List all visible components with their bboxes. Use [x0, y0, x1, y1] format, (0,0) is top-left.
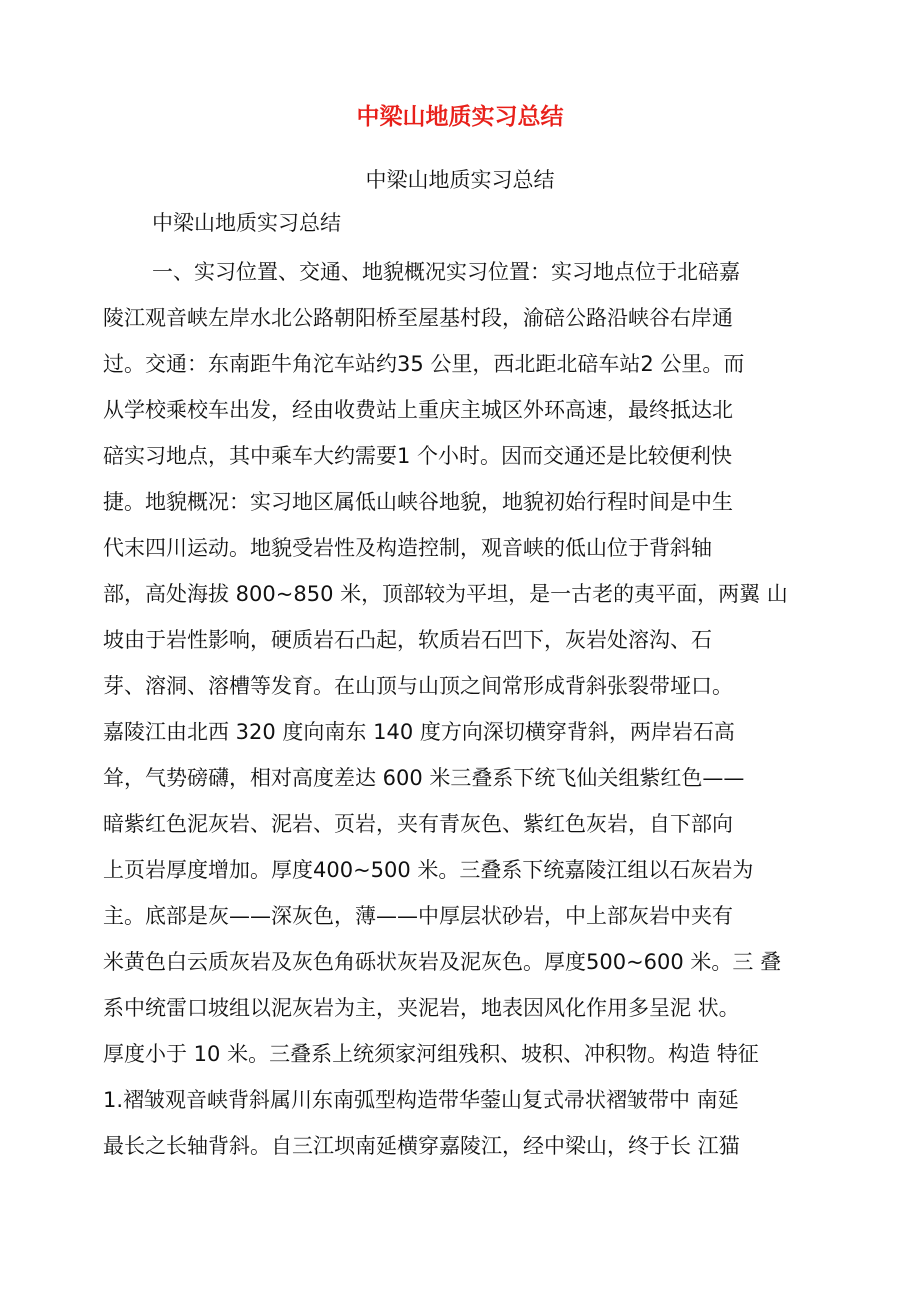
text-line: 从学校乘校车出发，经由收费站上重庆主城区外环高速，最终抵达北 [103, 398, 733, 422]
text-line: 1.褶皱观音峡背斜属川东南弧型构造带华蓥山复式帚状褶皱带中 南延 [103, 1088, 739, 1112]
text-line: 系中统雷口坡组以泥灰岩为主，夹泥岩，地表因风化作用多呈泥 状。 [103, 996, 740, 1020]
document-subtitle: 中梁山地质实习总结 [365, 168, 555, 192]
text-line: 厚度小于 10 米。三叠系上统须家河组残积、坡积、冲积物。构造 特征 [103, 1042, 759, 1066]
text-line: 暗紫红色泥灰岩、泥岩、页岩，夹有青灰色、紫红色灰岩，自下部向 [103, 812, 733, 836]
text-line: 上页岩厚度增加。厚度400~500 米。三叠系下统嘉陵江组以石灰岩为 [103, 858, 754, 882]
text-line: 嘉陵江由北西 320 度向南东 140 度方向深切横穿背斜，两岸岩石高 [103, 720, 735, 744]
document-title: 中梁山地质实习总结 [356, 104, 564, 130]
text-line: 捷。地貌概况：实习地区属低山峡谷地貌，地貌初始行程时间是中生 [103, 490, 733, 514]
text-line: 部，高处海拔 800~850 米，顶部较为平坦，是一古老的夷平面，两翼 山 [103, 582, 788, 606]
text-line: 坡由于岩性影响，硬质岩石凸起，软质岩石凹下，灰岩处溶沟、石 [103, 628, 712, 652]
text-line: 碚实习地点，其中乘车大约需要1 个小时。因而交通还是比较便利快 [103, 444, 733, 468]
text-line: 代末四川运动。地貌受岩性及构造控制，观音峡的低山位于背斜轴 [103, 536, 712, 560]
text-line: 过。交通：东南距牛角沱车站约35 公里，西北距北碚车站2 公里。而 [103, 352, 745, 376]
text-line: 耸，气势磅礴，相对高度差达 600 米三叠系下统飞仙关组紫红色—— [103, 766, 745, 790]
section-heading: 中梁山地质实习总结 [152, 211, 341, 235]
text-line: 芽、溶洞、溶槽等发育。在山顶与山顶之间常形成背斜张裂带垭口。 [103, 674, 733, 698]
text-line: 陵江观音峡左岸水北公路朝阳桥至屋基村段，渝碚公路沿峡谷右岸通 [103, 306, 733, 330]
text-line: 最长之长轴背斜。自三江坝南延横穿嘉陵江，经中梁山，终于长 江猫 [103, 1134, 740, 1158]
body-paragraph [103, 254, 823, 1174]
text-line: 米黄色白云质灰岩及灰色角砾状灰岩及泥灰色。厚度500~600 米。三 叠 [103, 950, 782, 974]
text-line: 主。底部是灰——深灰色，薄——中厚层状砂岩，中上部灰岩中夹有 [103, 904, 733, 928]
text-line: 一、实习位置、交通、地貌概况实习位置：实习地点位于北碚嘉 [152, 260, 740, 284]
